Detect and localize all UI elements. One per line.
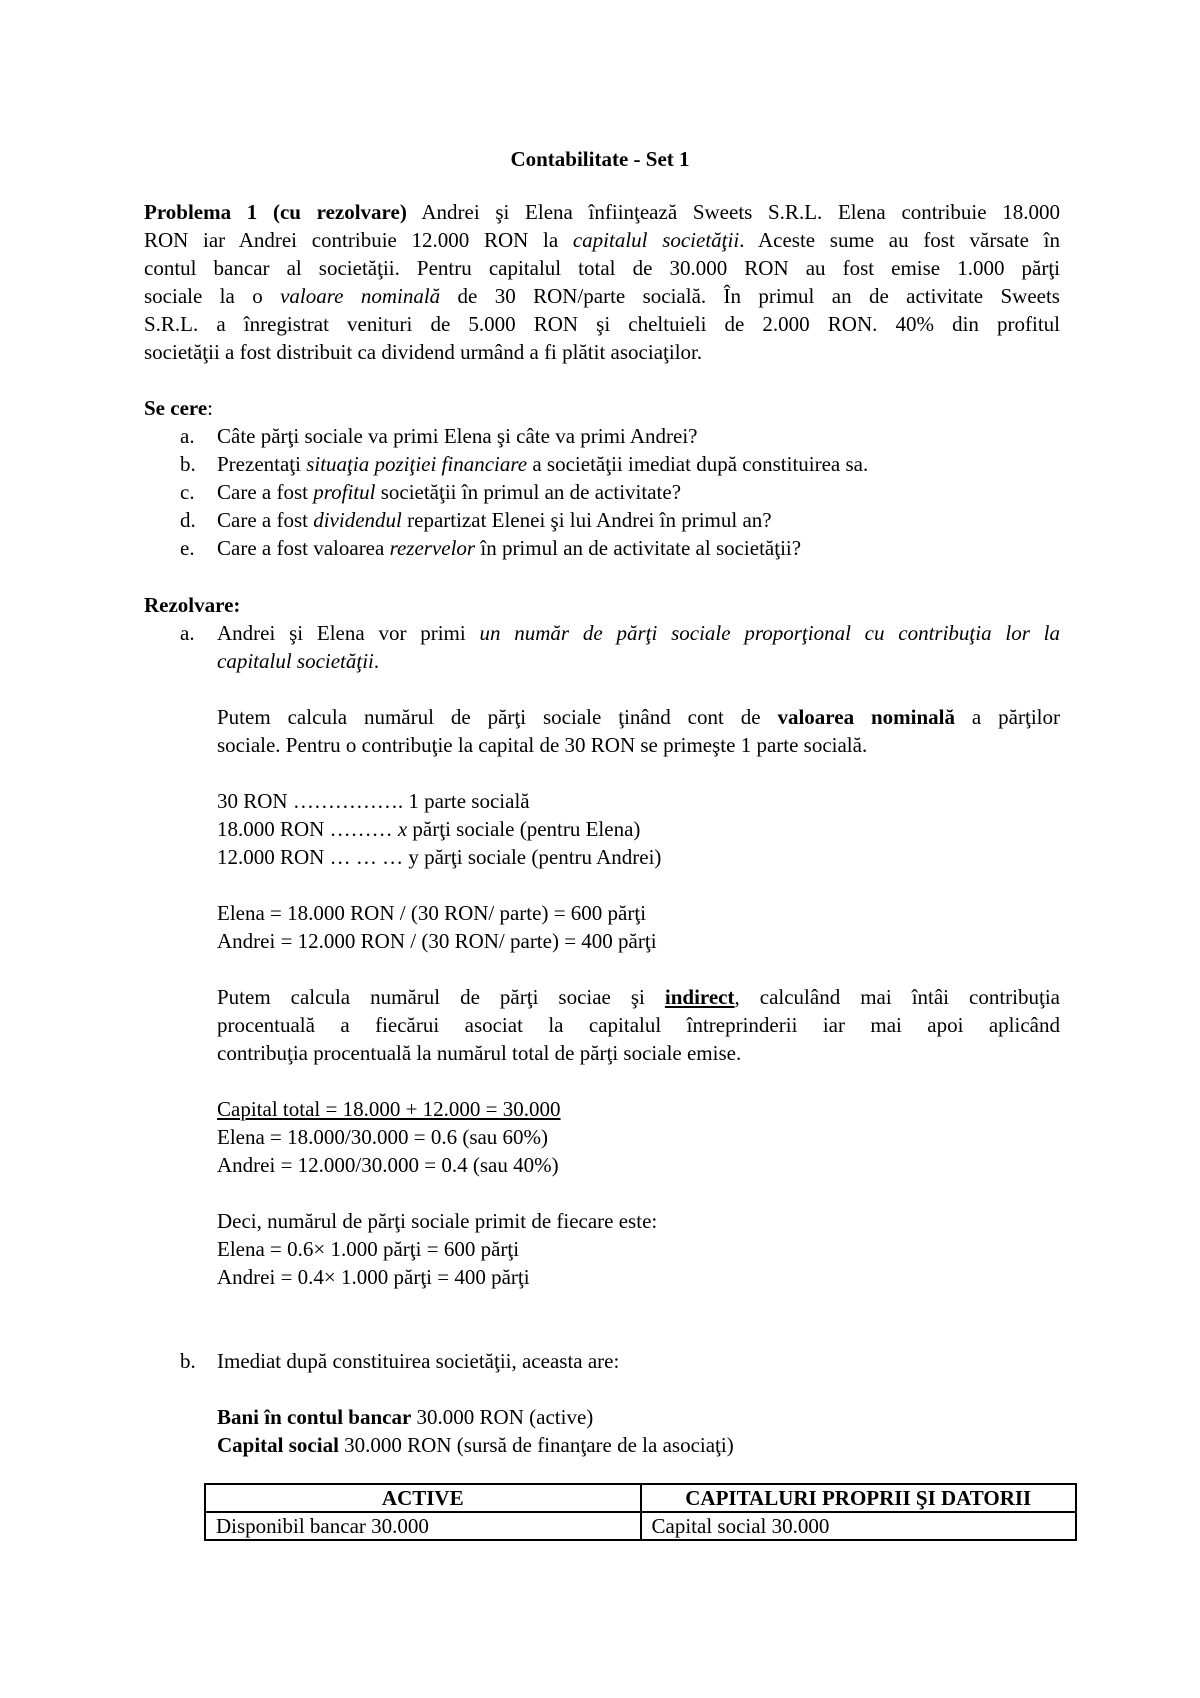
answer-a-para3-line-1: Putem calcula numărul de părţi sociae şi indirect, calculând mai întâi contribuţia (217, 985, 1060, 1009)
calc-elena: Elena = 18.000 RON / (30 RON/ parte) = 600 părţi (217, 901, 647, 925)
problem-line-6: societăţii a fost distribuit ca dividend urmând a fi plătit asociaţilor. (144, 340, 703, 364)
ratio-line-2: 18.000 RON ……… x părţi sociale (pentru Elena) (217, 817, 641, 841)
bani-line: Bani în contul bancar 30.000 RON (active) (217, 1405, 594, 1429)
answer-a-para3-line-2: procentuală a fiecărui asociat la capitalul întreprinderii iar mai apoi aplicând (217, 1013, 1060, 1037)
question-e: Care a fost valoarea rezervelor în primul an de activitate al societăţii? (217, 536, 802, 560)
answer-a-line-1: Andrei şi Elena vor primi un număr de părţi sociale proporţional cu contribuţia lor la (217, 621, 1060, 645)
question-marker: c. (180, 480, 195, 504)
answer-a-line-2: capitalul societăţii. (217, 649, 380, 673)
capital-total: Capital total = 18.000 + 12.000 = 30.000 (217, 1097, 561, 1121)
question-marker: a. (180, 424, 195, 448)
answer-a-para2-line-1: Putem calcula numărul de părţi sociale ţinând cont de valoarea nominală a părţilor (217, 705, 1060, 729)
ratio-line-1: 30 RON ……………. 1 parte socială (217, 789, 530, 813)
table-cell: Capital social 30.000 (641, 1512, 1077, 1540)
ratio-line-3: 12.000 RON … … … y părţi sociale (pentru Andrei) (217, 845, 662, 869)
table-header-row (205, 1484, 1076, 1512)
table-header-active: ACTIVE (205, 1484, 641, 1512)
question-a: Câte părţi sociale va primi Elena şi câte va primi Andrei? (217, 424, 698, 448)
problem-heading: Problema 1 (cu rezolvare) (144, 200, 407, 224)
share-elena: Elena = 18.000/30.000 = 0.6 (sau 60%) (217, 1125, 549, 1149)
problem-line-5: S.R.L. a înregistrat venituri de 5.000 RON şi cheltuieli de 2.000 RON. 40% din profitul (144, 312, 1060, 336)
answer-a-para2-line-2: sociale. Pentru o contribuţie la capital de 30 RON se primeşte 1 parte socială. (217, 733, 868, 757)
question-c: Care a fost profitul societăţii în primul an de activitate? (217, 480, 682, 504)
share-andrei: Andrei = 12.000/30.000 = 0.4 (sau 40%) (217, 1153, 559, 1177)
answer-marker: a. (180, 621, 195, 645)
answer-a-para3-line-3: contribuţia procentuală la numărul total de părţi sociale emise. (217, 1041, 742, 1065)
rezolvare-heading: Rezolvare: (144, 593, 241, 617)
page-title: Contabilitate - Set 1 (510, 147, 690, 171)
se-cere-heading: Se cere: (144, 396, 213, 420)
conclusion-elena: Elena = 0.6× 1.000 părţi = 600 părţi (217, 1237, 520, 1261)
table-cell: Disponibil bancar 30.000 (205, 1512, 641, 1540)
capital-line: Capital social 30.000 RON (sursă de finanţare de la asociaţi) (217, 1433, 734, 1457)
table-row (205, 1512, 1076, 1540)
conclusion-andrei: Andrei = 0.4× 1.000 părţi = 400 părţi (217, 1265, 530, 1289)
question-marker: e. (180, 536, 195, 560)
question-marker: b. (180, 452, 196, 476)
problem-line-2: RON iar Andrei contribuie 12.000 RON la capitalul societăţii. Aceste sume au fost vărsate în (144, 228, 1060, 252)
problem-line-4: sociale la o valoare nominală de 30 RON/parte socială. În primul an de activitate Sweets (144, 284, 1060, 308)
financial-position-table (204, 1483, 1077, 1541)
question-d: Care a fost dividendul repartizat Elenei şi lui Andrei în primul an? (217, 508, 772, 532)
problem-line-3: contul bancar al societăţii. Pentru capitalul total de 30.000 RON au fost emise 1.000 părţi (144, 256, 1060, 280)
question-marker: d. (180, 508, 196, 532)
conclusion-intro: Deci, numărul de părţi sociale primit de fiecare este: (217, 1209, 658, 1233)
calc-andrei: Andrei = 12.000 RON / (30 RON/ parte) = 400 părţi (217, 929, 657, 953)
problem-line-1: Problema 1 (cu rezolvare) Andrei şi Elena înfiinţează Sweets S.R.L. Elena contribuie 18.000 (144, 200, 1061, 224)
answer-marker: b. (180, 1349, 196, 1373)
table-header-capitaluri: CAPITALURI PROPRII ŞI DATORII (641, 1484, 1077, 1512)
question-b: Prezentaţi situaţia poziţiei financiare a societăţii imediat după constituirea sa. (217, 452, 869, 476)
answer-b-intro: Imediat după constituirea societăţii, aceasta are: (217, 1349, 620, 1373)
